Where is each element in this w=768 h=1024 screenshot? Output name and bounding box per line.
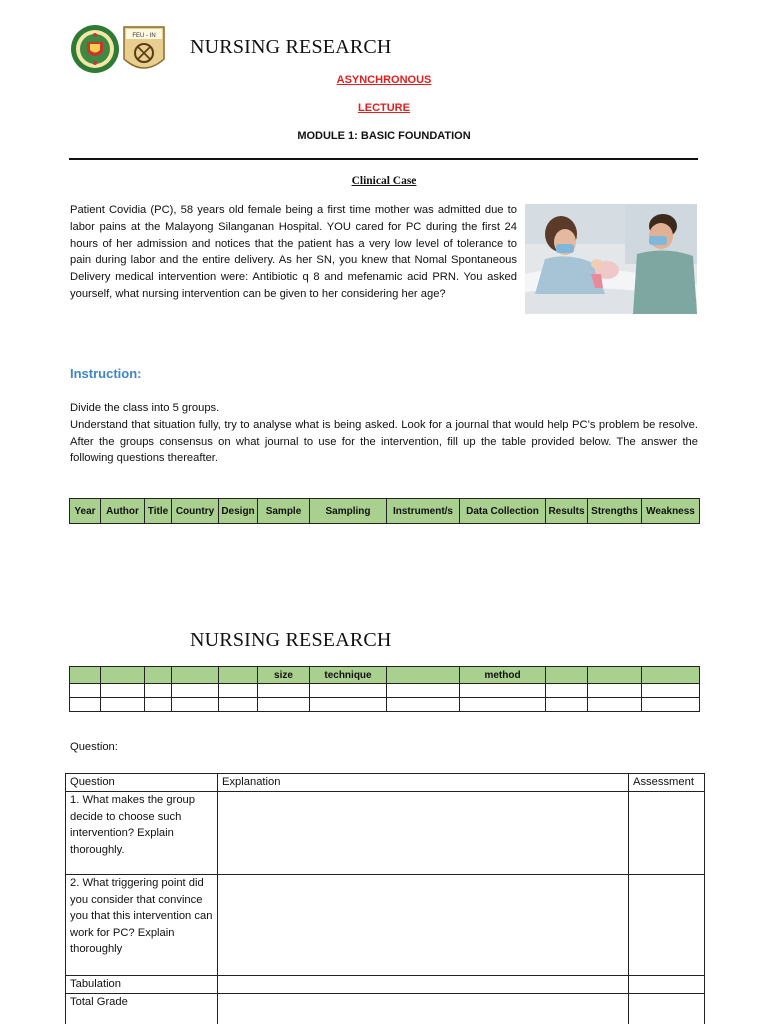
table-cell[interactable] <box>172 698 219 712</box>
table-cell[interactable] <box>101 684 145 698</box>
question-table <box>65 773 705 1024</box>
cont-cell <box>546 667 588 684</box>
table-cell[interactable] <box>70 684 101 698</box>
table-cell[interactable] <box>642 698 700 712</box>
table-cell[interactable] <box>219 684 258 698</box>
table-cell[interactable] <box>460 684 546 698</box>
question-label: Question: <box>70 741 118 753</box>
col-country: Country <box>172 499 219 524</box>
header-divider <box>69 158 698 160</box>
table-cell[interactable] <box>258 684 310 698</box>
tabulation-label: Tabulation <box>66 976 218 994</box>
table-row <box>70 698 700 712</box>
table-cell[interactable] <box>460 698 546 712</box>
module-heading: MODULE 1: BASIC FOUNDATION <box>297 130 471 142</box>
table-cell[interactable] <box>310 698 387 712</box>
total-grade-assessment[interactable] <box>629 993 705 1024</box>
col-sampling: Sampling <box>310 499 387 524</box>
table-cell[interactable] <box>258 698 310 712</box>
tabulation-explanation[interactable] <box>218 976 629 994</box>
cont-cell <box>101 667 145 684</box>
table-cell[interactable] <box>387 698 460 712</box>
header-question: Question <box>66 774 218 792</box>
cont-sample-size: size <box>258 667 310 684</box>
cont-cell <box>219 667 258 684</box>
table-cell[interactable] <box>101 698 145 712</box>
table-cell[interactable] <box>219 698 258 712</box>
instruction-text <box>70 400 698 467</box>
cont-collection-method: method <box>460 667 546 684</box>
svg-text:FEU - IN: FEU - IN <box>132 33 156 39</box>
question-2: 2. What triggering point did you consider that convince you that this intervention can work for PC? Explain thoroughly <box>66 875 218 976</box>
instruction-line-2: Understand that situation fully, try to analyse what is being asked. Look for a journal that would help PC’s problem be resolve. After the groups consensus on what journal to use for the intervention, fill up the table provided below. The answer the following questions thereafter. <box>70 418 698 465</box>
cont-cell <box>387 667 460 684</box>
table-cell[interactable] <box>546 698 588 712</box>
clinical-case-title: Clinical Case <box>351 175 417 187</box>
col-data-collection: Data Collection <box>460 499 546 524</box>
mother-newborn-photo <box>525 204 697 314</box>
instruction-heading: Instruction: <box>70 366 142 381</box>
col-design: Design <box>219 499 258 524</box>
assessment-2[interactable] <box>629 875 705 976</box>
cont-sampling-technique: technique <box>310 667 387 684</box>
university-seal-icon <box>70 22 120 76</box>
subtitle-lecture: LECTURE <box>358 102 410 114</box>
table-cell[interactable] <box>642 684 700 698</box>
col-author: Author <box>101 499 145 524</box>
col-weakness: Weakness <box>642 499 700 524</box>
col-sample: Sample <box>258 499 310 524</box>
literature-table-continued <box>69 666 700 712</box>
cont-cell <box>145 667 172 684</box>
explanation-2[interactable] <box>218 875 629 976</box>
page-2-title: NURSING RESEARCH <box>190 629 392 651</box>
question-1: 1. What makes the group decide to choose such intervention? Explain thoroughly. <box>66 792 218 875</box>
table-cell[interactable] <box>145 698 172 712</box>
table-cell[interactable] <box>588 698 642 712</box>
col-results: Results <box>546 499 588 524</box>
tabulation-assessment[interactable] <box>629 976 705 994</box>
table-cell[interactable] <box>310 684 387 698</box>
page-title: NURSING RESEARCH <box>190 36 392 58</box>
feu-shield-icon <box>122 25 166 75</box>
cont-cell <box>70 667 101 684</box>
table-cell[interactable] <box>172 684 219 698</box>
clinical-case-body: Patient Covidia (PC), 58 years old female being a first time mother was admitted due to labor pains at the Malayong Silanganan Hospital. YOU cared for PC during the first 24 hours of her admission and notices that the patient has a very low level of tolerance to pain during labor and the entire delivery. As her SN, you knew that Nomal Spontaneous Delivery medical intervention were: Antibiotic q 8 and mefenamic acid PRN. You asked yourself, what nursing intervention can be given to her considering her age? <box>70 204 517 300</box>
total-grade-label: Total Grade <box>66 993 218 1024</box>
cont-cell <box>172 667 219 684</box>
cont-cell <box>588 667 642 684</box>
subtitle-asynchronous: ASYNCHRONOUS <box>336 74 432 86</box>
assessment-1[interactable] <box>629 792 705 875</box>
table-cell[interactable] <box>145 684 172 698</box>
header-explanation: Explanation <box>218 774 629 792</box>
col-year: Year <box>70 499 101 524</box>
col-title: Title <box>145 499 172 524</box>
table-cell[interactable] <box>546 684 588 698</box>
table-row <box>70 684 700 698</box>
header-assessment: Assessment <box>629 774 705 792</box>
cont-cell <box>642 667 700 684</box>
table-cell[interactable] <box>588 684 642 698</box>
explanation-1[interactable] <box>218 792 629 875</box>
instruction-line-1: Divide the class into 5 groups. <box>70 402 220 414</box>
col-strengths: Strengths <box>588 499 642 524</box>
literature-table-header <box>69 498 700 524</box>
table-cell[interactable] <box>70 698 101 712</box>
table-cell[interactable] <box>387 684 460 698</box>
total-grade-explanation[interactable] <box>218 993 629 1024</box>
col-instruments: Instrument/s <box>387 499 460 524</box>
